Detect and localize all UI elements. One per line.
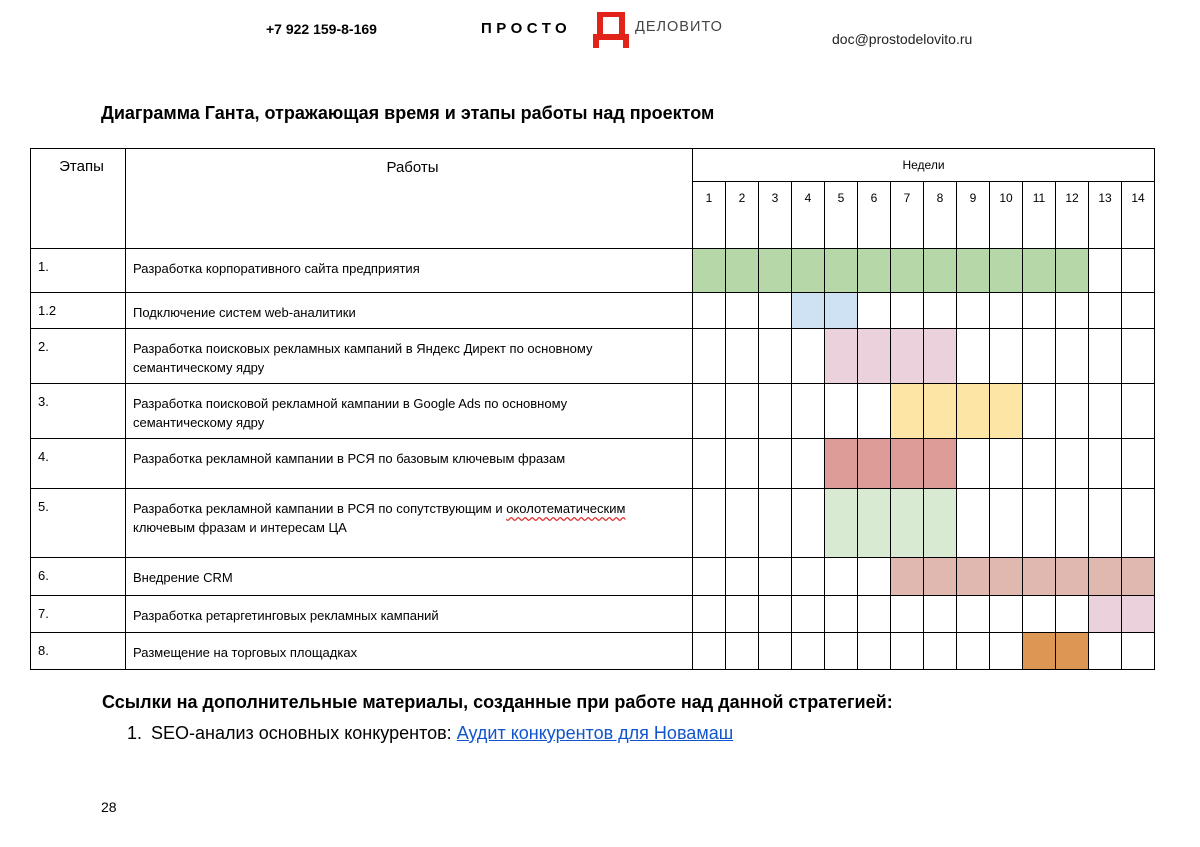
- work-line: [133, 643, 692, 662]
- week-cell-8: [924, 249, 957, 293]
- week-cell-12: [1056, 633, 1089, 670]
- work-line: [133, 358, 692, 377]
- table-row: [31, 329, 1155, 384]
- week-cell-14: [1122, 489, 1155, 558]
- table-row: [31, 439, 1155, 489]
- week-cell-6: [858, 439, 891, 489]
- week-header-12: 12: [1056, 182, 1089, 249]
- week-cell-4: [792, 293, 825, 329]
- week-cell-2: [726, 293, 759, 329]
- table-row: [31, 489, 1155, 558]
- week-cell-3: [759, 293, 792, 329]
- materials-title: Ссылки на дополнительные материалы, созданные при работе над данной стратегией:: [102, 692, 893, 712]
- materials-item: [127, 723, 733, 744]
- week-cell-5: [825, 329, 858, 384]
- week-cell-12: [1056, 384, 1089, 439]
- stage-cell: 7.: [31, 596, 126, 633]
- week-cell-13: [1089, 384, 1122, 439]
- week-cell-7: [891, 384, 924, 439]
- week-cell-3: [759, 249, 792, 293]
- work-line-text: Разработка корпоративного сайта предприятия: [133, 261, 420, 276]
- week-cell-3: [759, 384, 792, 439]
- logo-text-left: ПРОСТО: [481, 20, 572, 37]
- week-cell-4: [792, 489, 825, 558]
- week-header-2: 2: [726, 182, 759, 249]
- week-cell-8: [924, 558, 957, 596]
- week-cell-10: [990, 633, 1023, 670]
- week-cell-6: [858, 558, 891, 596]
- materials-item-text: SEO-анализ основных конкурентов:: [151, 723, 457, 743]
- stage-cell: 8.: [31, 633, 126, 670]
- week-cell-7: [891, 293, 924, 329]
- week-cell-11: [1023, 293, 1056, 329]
- week-cell-4: [792, 596, 825, 633]
- week-cell-12: [1056, 329, 1089, 384]
- week-cell-10: [990, 384, 1023, 439]
- week-cell-1: [693, 633, 726, 670]
- week-cell-7: [891, 489, 924, 558]
- week-cell-12: [1056, 489, 1089, 558]
- week-cell-1: [693, 489, 726, 558]
- week-cell-3: [759, 633, 792, 670]
- work-line-text: ключевым фразам и интересам ЦА: [133, 520, 347, 535]
- week-cell-6: [858, 596, 891, 633]
- week-cell-1: [693, 293, 726, 329]
- materials-item-number: 1.: [127, 723, 143, 743]
- week-header-13: 13: [1089, 182, 1122, 249]
- week-cell-14: [1122, 293, 1155, 329]
- stage-cell: 3.: [31, 384, 126, 439]
- work-line: [133, 259, 692, 278]
- week-header-9: 9: [957, 182, 990, 249]
- work-line-text: Подключение систем web-аналитики: [133, 305, 356, 320]
- work-line-text: Размещение на торговых площадках: [133, 645, 358, 660]
- week-cell-10: [990, 293, 1023, 329]
- week-cell-2: [726, 329, 759, 384]
- week-cell-13: [1089, 596, 1122, 633]
- table-row: [31, 293, 1155, 329]
- work-line: [133, 394, 692, 413]
- week-cell-13: [1089, 329, 1122, 384]
- work-cell: [126, 489, 693, 558]
- week-cell-5: [825, 558, 858, 596]
- week-header-8: 8: [924, 182, 957, 249]
- gantt-table: [30, 148, 1155, 670]
- stage-cell: 5.: [31, 489, 126, 558]
- page-title: Диаграмма Ганта, отражающая время и этапы работы над проектом: [101, 103, 715, 123]
- work-line: [133, 518, 692, 537]
- week-cell-11: [1023, 558, 1056, 596]
- table-row: [31, 384, 1155, 439]
- week-cell-1: [693, 384, 726, 439]
- week-header-10: 10: [990, 182, 1023, 249]
- week-header-4: 4: [792, 182, 825, 249]
- week-cell-5: [825, 633, 858, 670]
- week-cell-2: [726, 439, 759, 489]
- week-cell-14: [1122, 558, 1155, 596]
- week-cell-6: [858, 329, 891, 384]
- week-header-1: 1: [693, 182, 726, 249]
- week-cell-12: [1056, 596, 1089, 633]
- week-cell-13: [1089, 439, 1122, 489]
- work-line-text: Разработка поисковой рекламной кампании в Google Ads по основному: [133, 396, 568, 411]
- week-cell-5: [825, 384, 858, 439]
- week-cell-13: [1089, 558, 1122, 596]
- week-cell-10: [990, 439, 1023, 489]
- week-cell-10: [990, 596, 1023, 633]
- week-cell-4: [792, 633, 825, 670]
- work-cell: [126, 633, 693, 670]
- week-cell-7: [891, 329, 924, 384]
- week-cell-1: [693, 329, 726, 384]
- week-cell-8: [924, 384, 957, 439]
- week-cell-12: [1056, 293, 1089, 329]
- stage-cell: 6.: [31, 558, 126, 596]
- week-cell-14: [1122, 633, 1155, 670]
- week-cell-12: [1056, 439, 1089, 489]
- stage-cell: 1.: [31, 249, 126, 293]
- table-row: [31, 558, 1155, 596]
- week-cell-4: [792, 439, 825, 489]
- logo-mark-icon: [593, 12, 629, 48]
- work-line-text: семантическому ядру: [133, 415, 265, 430]
- header-weeks: Недели: [693, 149, 1155, 182]
- week-cell-10: [990, 489, 1023, 558]
- week-cell-3: [759, 329, 792, 384]
- work-line-text: Разработка рекламной кампании в РСЯ по базовым ключевым фразам: [133, 451, 566, 466]
- week-header-3: 3: [759, 182, 792, 249]
- week-cell-2: [726, 489, 759, 558]
- week-cell-2: [726, 249, 759, 293]
- work-line-text: семантическому ядру: [133, 360, 265, 375]
- work-cell: [126, 384, 693, 439]
- week-cell-10: [990, 329, 1023, 384]
- week-cell-5: [825, 489, 858, 558]
- work-line: [133, 303, 692, 322]
- week-cell-11: [1023, 439, 1056, 489]
- phone-number: +7 922 159-8-169: [266, 21, 377, 37]
- work-line-text: Разработка ретаргетинговых рекламных кампаний: [133, 608, 439, 623]
- week-cell-2: [726, 384, 759, 439]
- week-cell-4: [792, 384, 825, 439]
- week-cell-3: [759, 489, 792, 558]
- week-cell-9: [957, 633, 990, 670]
- week-cell-9: [957, 384, 990, 439]
- week-cell-9: [957, 489, 990, 558]
- week-cell-6: [858, 293, 891, 329]
- table-row: [31, 596, 1155, 633]
- week-cell-9: [957, 249, 990, 293]
- week-cell-6: [858, 633, 891, 670]
- week-cell-4: [792, 558, 825, 596]
- week-cell-11: [1023, 249, 1056, 293]
- work-cell: [126, 249, 693, 293]
- work-cell: [126, 558, 693, 596]
- competitor-audit-link[interactable]: Аудит конкурентов для Новамаш: [456, 723, 734, 743]
- week-cell-13: [1089, 293, 1122, 329]
- week-cell-6: [858, 489, 891, 558]
- table-row: [31, 633, 1155, 670]
- week-cell-8: [924, 329, 957, 384]
- week-cell-13: [1089, 489, 1122, 558]
- week-cell-12: [1056, 558, 1089, 596]
- week-cell-1: [693, 596, 726, 633]
- week-cell-13: [1089, 633, 1122, 670]
- week-cell-8: [924, 633, 957, 670]
- week-cell-5: [825, 439, 858, 489]
- week-cell-10: [990, 249, 1023, 293]
- week-cell-14: [1122, 439, 1155, 489]
- work-line: [133, 339, 692, 358]
- work-cell: [126, 439, 693, 489]
- week-cell-11: [1023, 329, 1056, 384]
- header-stages: Этапы: [31, 149, 126, 249]
- week-header-11: 11: [1023, 182, 1056, 249]
- stage-cell: 2.: [31, 329, 126, 384]
- week-cell-8: [924, 596, 957, 633]
- work-line: [133, 606, 692, 625]
- work-line: [133, 568, 692, 587]
- stage-cell: 1.2: [31, 293, 126, 329]
- table-row: [31, 249, 1155, 293]
- week-cell-8: [924, 489, 957, 558]
- week-cell-2: [726, 558, 759, 596]
- logo-text-right: ДЕЛОВИТО: [635, 19, 723, 35]
- week-cell-7: [891, 633, 924, 670]
- work-line: [133, 499, 692, 518]
- header-works: Работы: [126, 149, 693, 249]
- week-cell-3: [759, 439, 792, 489]
- week-cell-1: [693, 558, 726, 596]
- week-cell-4: [792, 249, 825, 293]
- gantt-body: [31, 249, 1155, 670]
- week-cell-1: [693, 439, 726, 489]
- week-cell-14: [1122, 384, 1155, 439]
- work-cell: [126, 596, 693, 633]
- week-cell-9: [957, 439, 990, 489]
- work-line: [133, 413, 692, 432]
- week-cell-11: [1023, 633, 1056, 670]
- week-cell-10: [990, 558, 1023, 596]
- week-cell-8: [924, 439, 957, 489]
- work-cell: [126, 329, 693, 384]
- week-cell-9: [957, 329, 990, 384]
- week-cell-3: [759, 558, 792, 596]
- week-cell-5: [825, 293, 858, 329]
- week-cell-13: [1089, 249, 1122, 293]
- week-cell-6: [858, 249, 891, 293]
- work-line: [133, 449, 692, 468]
- week-cell-12: [1056, 249, 1089, 293]
- page-number: 28: [101, 799, 117, 815]
- week-cell-4: [792, 329, 825, 384]
- week-cell-14: [1122, 249, 1155, 293]
- work-line-text: Внедрение CRM: [133, 570, 233, 585]
- week-cell-14: [1122, 329, 1155, 384]
- materials-list: [127, 723, 733, 744]
- week-cell-11: [1023, 489, 1056, 558]
- week-header-7: 7: [891, 182, 924, 249]
- week-cell-14: [1122, 596, 1155, 633]
- week-cell-7: [891, 596, 924, 633]
- work-line-text: Разработка рекламной кампании в РСЯ по сопутствующим и: [133, 501, 507, 516]
- week-header-6: 6: [858, 182, 891, 249]
- work-cell: [126, 293, 693, 329]
- week-cell-2: [726, 596, 759, 633]
- week-cell-7: [891, 249, 924, 293]
- week-cell-7: [891, 439, 924, 489]
- week-cell-6: [858, 384, 891, 439]
- week-cell-7: [891, 558, 924, 596]
- week-cell-9: [957, 293, 990, 329]
- week-cell-5: [825, 249, 858, 293]
- spellcheck-word: околотематическим: [506, 501, 626, 516]
- week-cell-9: [957, 596, 990, 633]
- week-cell-9: [957, 558, 990, 596]
- work-line-text: Разработка поисковых рекламных кампаний в Яндекс Директ по основному: [133, 341, 593, 356]
- week-header-5: 5: [825, 182, 858, 249]
- week-header-14: 14: [1122, 182, 1155, 249]
- stage-cell: 4.: [31, 439, 126, 489]
- email-address[interactable]: doc@prostodelovito.ru: [832, 31, 973, 47]
- week-cell-1: [693, 249, 726, 293]
- week-cell-11: [1023, 596, 1056, 633]
- week-cell-11: [1023, 384, 1056, 439]
- week-cell-8: [924, 293, 957, 329]
- week-cell-2: [726, 633, 759, 670]
- week-cell-5: [825, 596, 858, 633]
- week-cell-3: [759, 596, 792, 633]
